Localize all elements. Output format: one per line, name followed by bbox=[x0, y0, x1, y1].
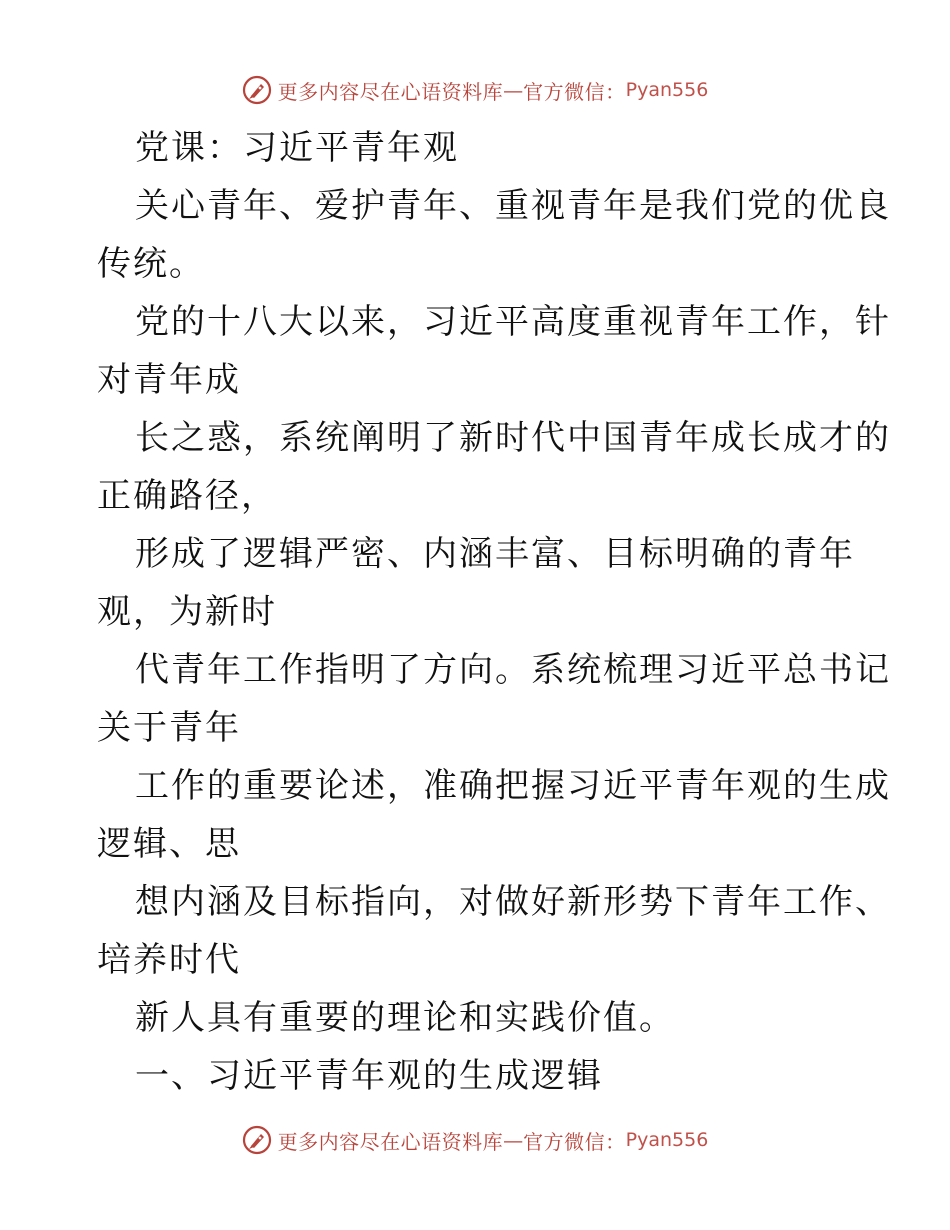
paragraph-line: 观，为新时 bbox=[97, 592, 277, 632]
paragraph-line: 关于青年 bbox=[97, 708, 241, 748]
banner-label: 官方微信： bbox=[523, 1129, 626, 1154]
banner-wechat-id: Pyan556 bbox=[625, 1129, 709, 1151]
paragraph-line: 对青年成 bbox=[97, 360, 241, 400]
paragraph-line: 新人具有重要的理论和实践价值。 bbox=[135, 998, 675, 1038]
banner-label: 官方微信： bbox=[523, 79, 626, 104]
paragraph-line: 传统。 bbox=[97, 244, 205, 284]
section-heading: 一、习近平青年观的生成逻辑 bbox=[135, 1056, 603, 1096]
paragraph-line: 想内涵及目标指向，对做好新形势下青年工作、 bbox=[135, 882, 891, 922]
banner-separator: — bbox=[503, 1128, 524, 1152]
pen-nib-icon bbox=[242, 1125, 272, 1155]
paragraph-line: 形成了逻辑严密、内涵丰富、目标明确的青年 bbox=[135, 534, 855, 574]
footer-watermark-banner bbox=[0, 1120, 950, 1160]
paragraph-line: 培养时代 bbox=[97, 940, 241, 980]
pen-nib-icon bbox=[242, 75, 272, 105]
banner-text: 更多内容尽在心语资料库 bbox=[277, 79, 504, 104]
paragraph-line: 工作的重要论述，准确把握习近平青年观的生成 bbox=[135, 766, 891, 806]
header-watermark-banner bbox=[0, 70, 950, 110]
paragraph-line: 逻辑、思 bbox=[97, 824, 241, 864]
banner-wechat-id: Pyan556 bbox=[625, 79, 709, 101]
paragraph-line: 党的十八大以来，习近平高度重视青年工作，针 bbox=[135, 302, 891, 342]
paragraph-line: 关心青年、爱护青年、重视青年是我们党的优良 bbox=[135, 186, 891, 226]
paragraph-line: 长之惑，系统阐明了新时代中国青年成长成才的 bbox=[135, 418, 891, 458]
banner-text: 更多内容尽在心语资料库 bbox=[277, 1129, 504, 1154]
paragraph-line: 代青年工作指明了方向。系统梳理习近平总书记 bbox=[135, 650, 891, 690]
banner-separator: — bbox=[503, 78, 524, 102]
paragraph-line: 正确路径， bbox=[97, 476, 277, 516]
document-title: 党课：习近平青年观 bbox=[135, 128, 459, 168]
